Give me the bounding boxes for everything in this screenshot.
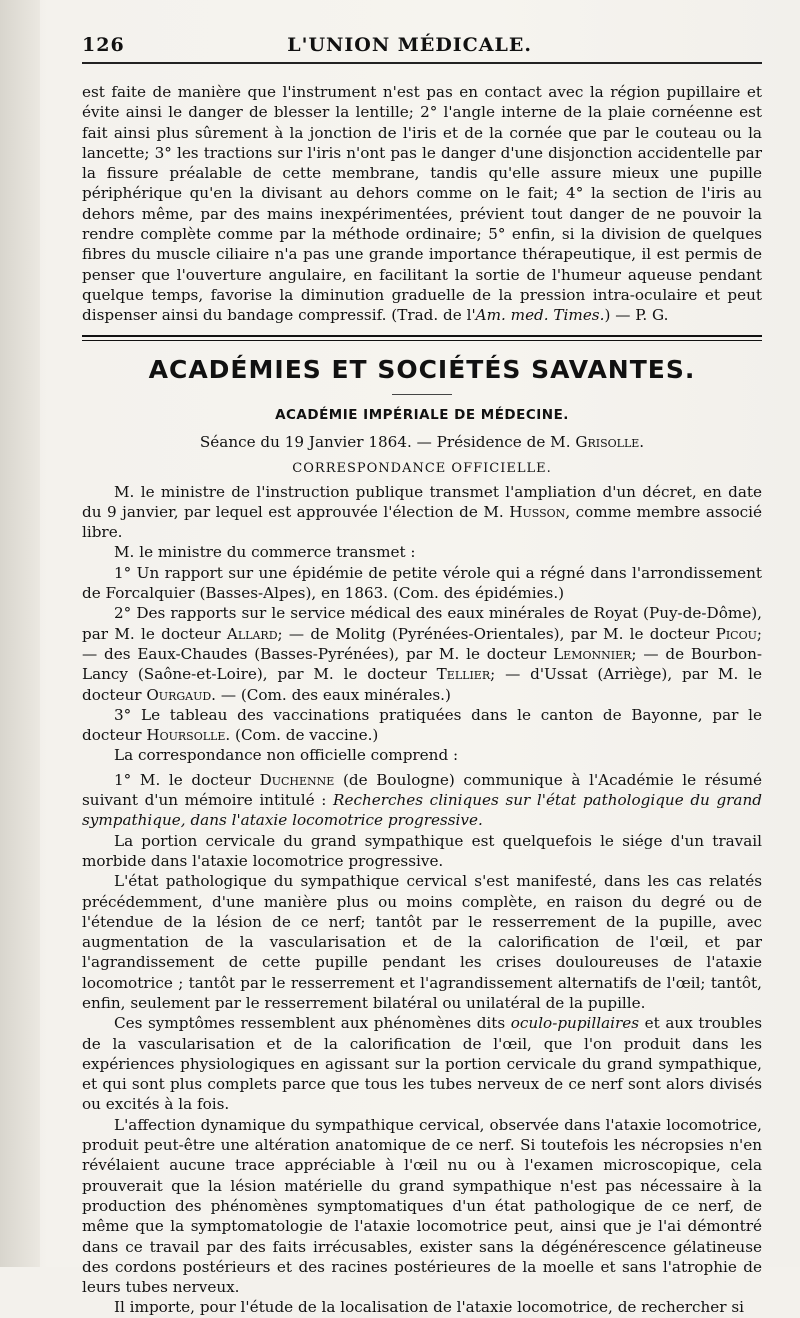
paragraph-8: La portion cervicale du grand sympathique est quelquefois le siége d'un travail morbide dans l'ataxie locomotrice progressive. (82, 831, 762, 870)
page-gutter (0, 0, 40, 1267)
paragraph-9: L'état pathologique du sympathique cervical s'est manifesté, dans les cas relatés précédemment, d'une manière plus ou moins complète, en raison du degré ou de l'étendue de la lésion de ce nerf; tantôt par le resserrement de la pupille, avec augmentation de la vascularisation et de la calorification de l'œil, et par l'agrandissement de cette pupille pendant les crises douloureuses de l'ataxie locomotrice ; tantôt par le resserrement et l'agrandissement alternatifs de l'œil; tantôt, enfin, seulement par le resserrement bilatéral ou unilatéral de la pupille. (82, 872, 762, 1012)
session-line: Séance du 19 Janvier 1864. — Présidence de M. Grisolle. (199, 432, 645, 451)
short-rule (392, 394, 452, 395)
paragraph-4: 2° Des rapports sur le service médical des eaux minérales de Royat (Puy-de-Dôme), par M. le docteur Allard; — de Molitg (Pyrénées-Orientales), par M. le docteur Picou; — des Eaux-Chaudes (Basses-Pyrénées), par M. le docteur Lemonnier; — de Bourbon-Lancy (Saône-et-Loire), par M. le docteur Tellier; — d'Ussat (Arriège), par M. le docteur Ourgaud. — (Com. des eaux minérales.) (82, 604, 762, 704)
intro-paragraph: est faite de manière que l'instrument n'est pas en contact avec la région pupillaire et évite ainsi le danger de blesser la lentille; 2° l'angle interne de la plaie cornéenne est fait ainsi plus sûrement à la jonction de l'iris et de la cornée que par le couteau ou la lancette; 3° les tractions sur l'iris n'ont pas le danger d'une disjonction accidentelle par la fissure préalable de cette membrane, tandis qu'elle assure mieux une pupille périphérique qu'en la divisant au dehors comme on le fait; 4° la section de l'iris au dehors même, par des mains inexpérimentées, prévient tout danger de ne pouvoir la rendre complète comme par la méthode ordinaire; 5° enfin, si la division de quelques fibres du muscle ciliaire n'a pas une grande importance thérapeutique, il est permis de penser que l'ouverture angulaire, en facilitant la sortie de l'humeur aqueuse pendant quelque temps, favorise la diminution graduelle de la pression intra-oculaire et peut dispenser ainsi du bandage compressif. (Trad. de l'Am. med. Times.) — P. G. (82, 83, 762, 325)
signature: ) — P. G. (604, 306, 669, 325)
president-name: Grisolle (575, 432, 640, 451)
correspondance-heading: CORRESPONDANCE OFFICIELLE. (292, 460, 552, 476)
paragraph-3: 1° Un rapport sur une épidémie de petite vérole qui a régné dans l'arrondissement de Forcalquier (Basses-Alpes), en 1863. (Com. des épidémies.) (82, 563, 762, 603)
paragraph-10: Ces symptômes ressemblent aux phénomènes dits oculo-pupillaires et aux troubles de la vascularisation et de la calorification de l'œil, que l'on produit dans les expériences physiologiques en agissant sur la portion cervicale du grand sympathique, et qui sont plus complets parce que tous les tubes nerveux de ce nerf sont alors divisés ou excités à la fois. (82, 1014, 762, 1114)
page-header (82, 34, 762, 64)
paragraph-5: 3° Le tableau des vaccinations pratiquées dans le canton de Bayonne, par le docteur Hoursolle. (Com. de vaccine.) (82, 705, 762, 745)
paragraph-1: M. le ministre de l'instruction publique transmet l'ampliation d'un décret, en date du 9 janvier, par lequel est approuvée l'élection de M. Husson, comme membre associé libre. (82, 482, 762, 542)
section-title: ACADÉMIES ET SOCIÉTÉS SAVANTES. (148, 354, 696, 384)
section-divider (82, 335, 762, 341)
paragraph-11: L'affection dynamique du sympathique cervical, observée dans l'ataxie locomotrice, produit peut-être une altération anatomique de ce nerf. Si toutefois les nécropsies n'en révélaient aucune trace appréciable à l'œil nu ou à l'examen microscopique, cela prouverait que la lésion matérielle du grand sympathique n'est pas nécessaire à la production des phénomènes symptomatiques d'un état pathologique de ce nerf, de même que la symptomatologie de l'ataxie locomotrice peut, ainsi que je l'ai démontré dans ce travail par des faits irrécusables, exister sans la dégénérescence gélatineuse des cordons postérieurs et des racines postérieures de la moelle et sans l'atrophie de leurs tubes nerveux. (82, 1115, 762, 1297)
paragraph-12: Il importe, pour l'étude de la localisation de l'ataxie locomotrice, de rechercher si (114, 1298, 745, 1317)
page-number: 126 (82, 34, 125, 56)
paragraph-2: M. le ministre du commerce transmet : (114, 543, 416, 562)
academy-title: ACADÉMIE IMPÉRIALE DE MÉDECINE. (275, 406, 569, 423)
memoir-title: Recherches cliniques sur l'état pathologique du grand sympathique, dans l'ataxie locomotrice progressive. (82, 791, 762, 830)
source-title: Am. med. Times. (475, 306, 605, 325)
paragraph-6: La correspondance non officielle comprend : (114, 746, 459, 765)
paragraph-7: 1° M. le docteur Duchenne (de Boulogne) communique à l'Académie le résumé suivant d'un mémoire intitulé : Recherches cliniques sur l'état pathologique du grand sympathique, dans l'ataxie locomotrice progressive. (82, 770, 762, 830)
journal-title: L'UNION MÉDICALE. (287, 34, 532, 56)
